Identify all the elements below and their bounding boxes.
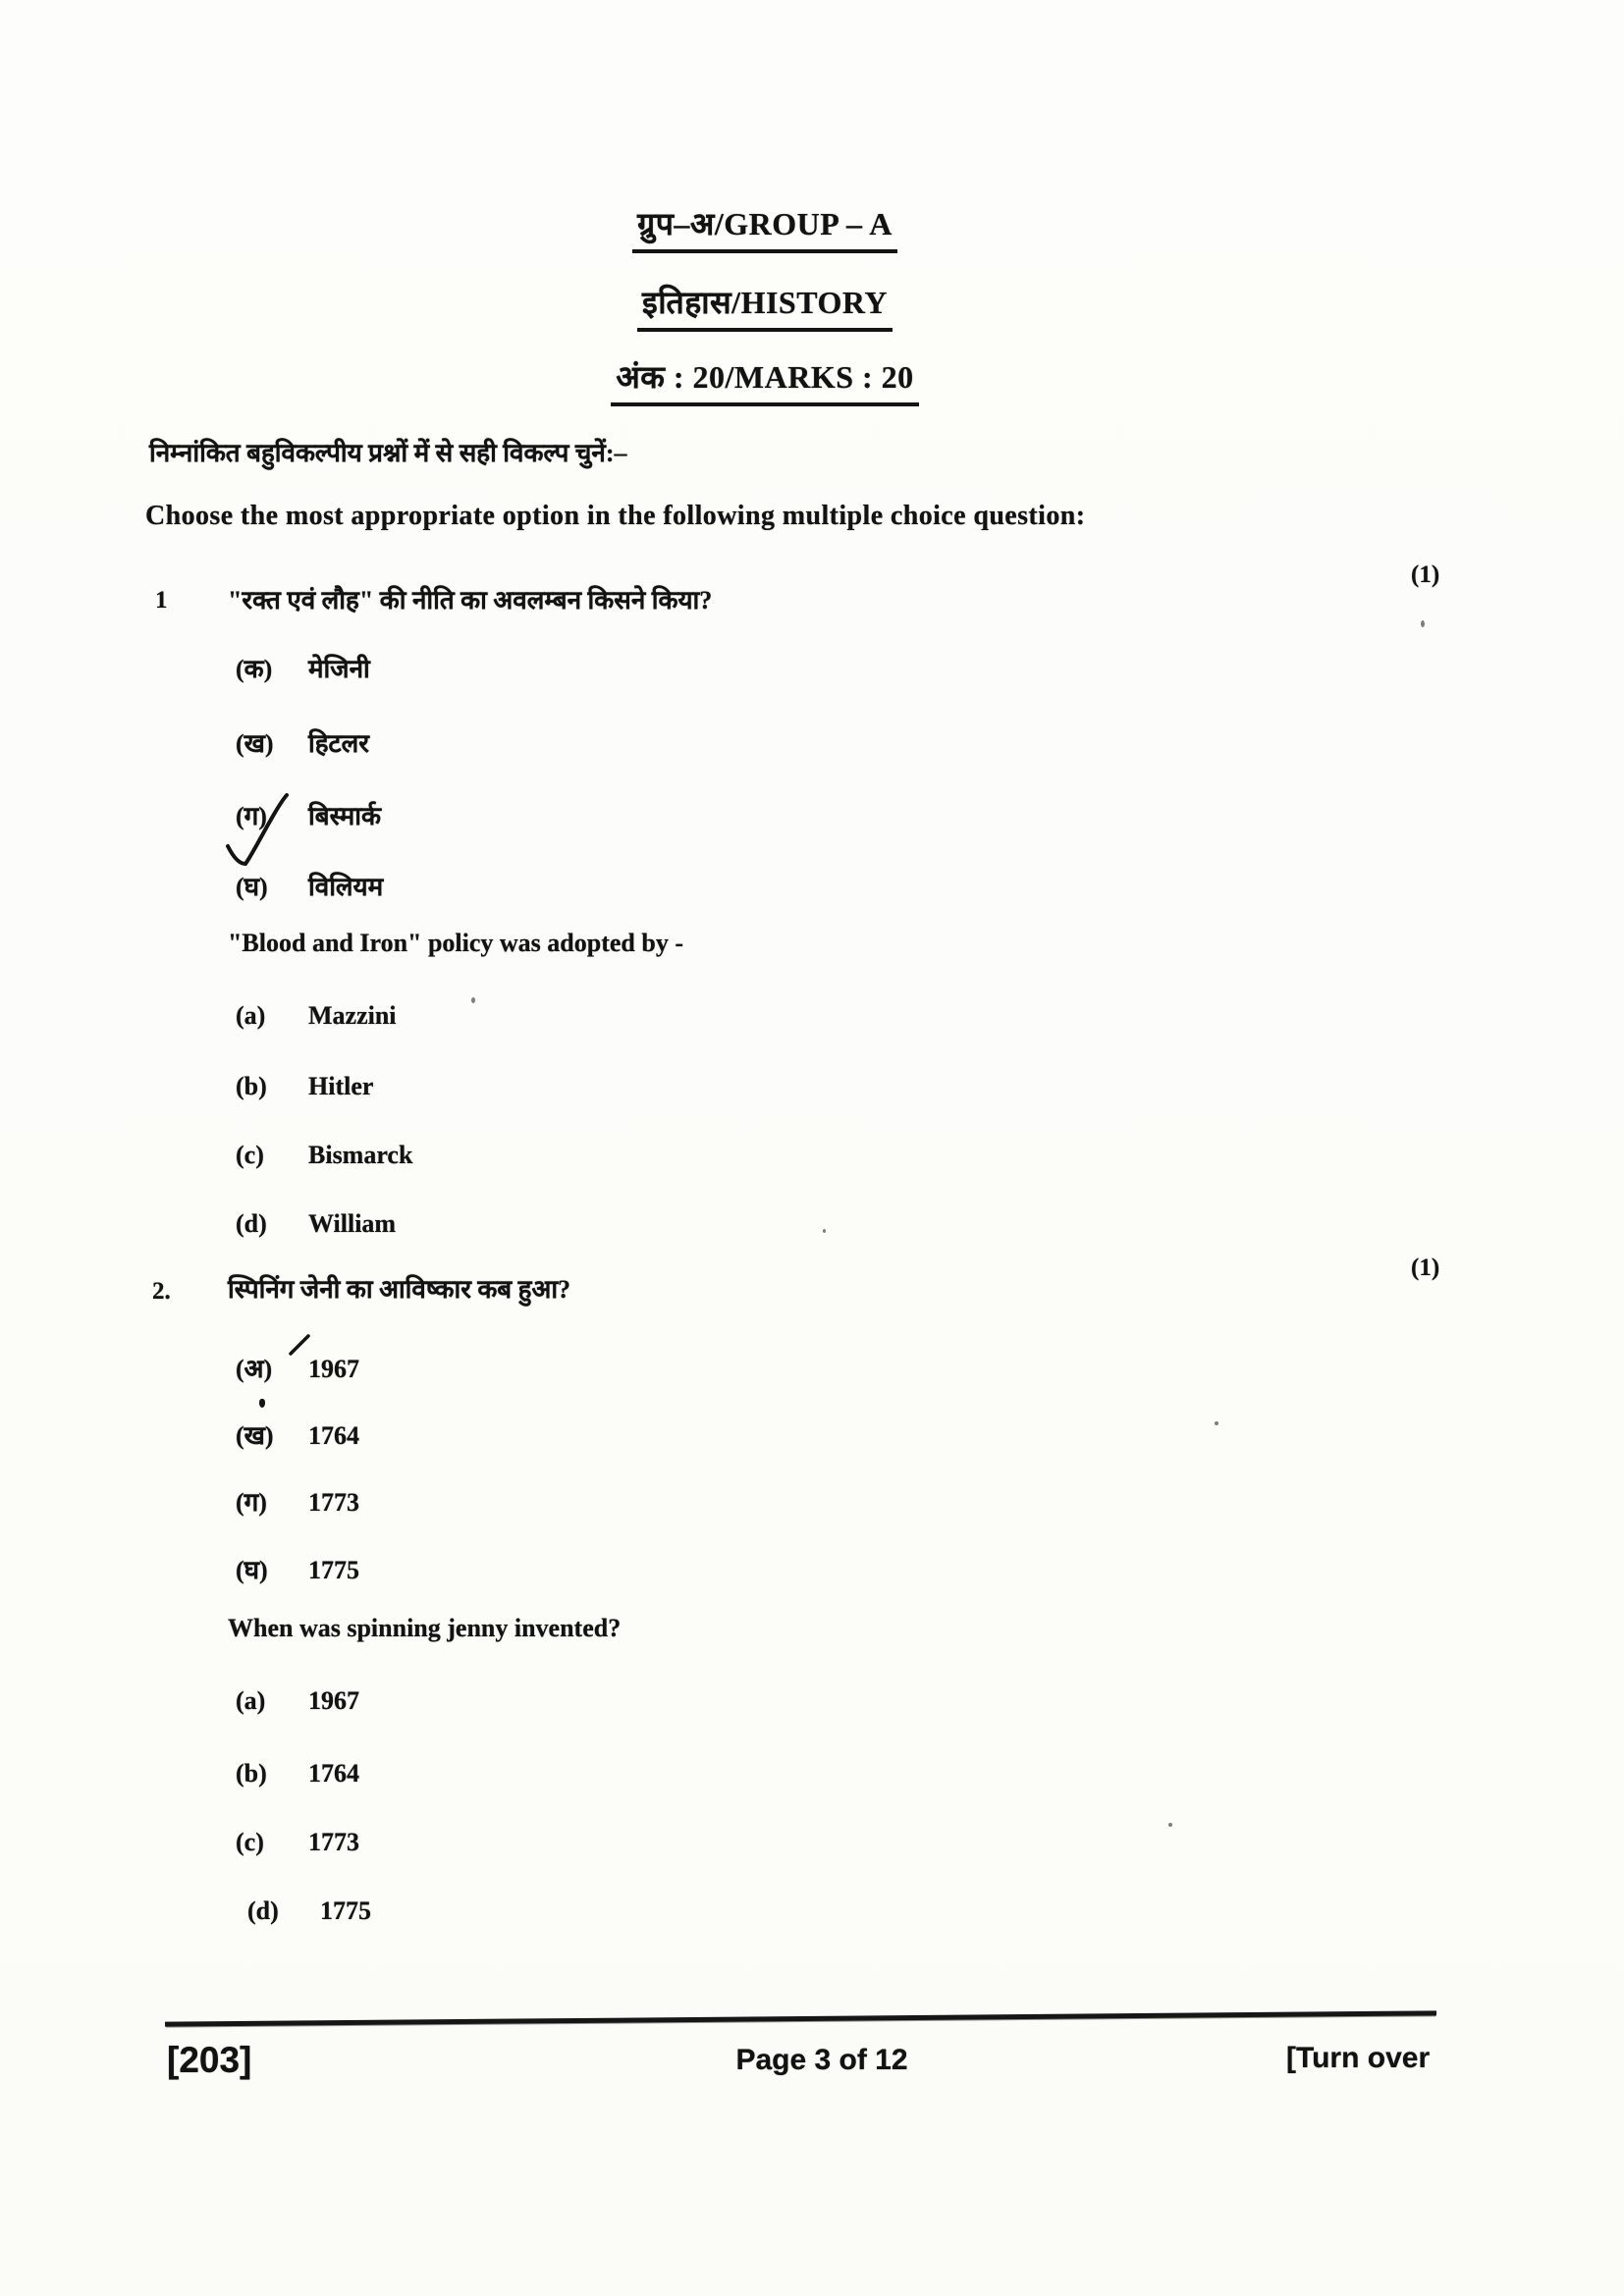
option-label: (b) bbox=[236, 1072, 267, 1100]
question-2-number: 2. bbox=[152, 1278, 171, 1305]
marks-title bbox=[0, 355, 1577, 406]
pen-dot-mark bbox=[259, 1399, 265, 1408]
option-text: बिस्मार्क bbox=[308, 802, 381, 830]
option-label: (ग) bbox=[236, 1488, 267, 1517]
option-text: Bismarck bbox=[308, 1141, 413, 1169]
option-label: (ग) bbox=[236, 802, 267, 830]
q2-english-option-a bbox=[236, 1686, 359, 1716]
scan-speck bbox=[471, 997, 475, 1003]
question-1-hindi-text: "रक्त एवं लौह" की नीति का अवलम्बन किसने किया? bbox=[228, 586, 713, 614]
question-1-number: 1 bbox=[155, 587, 168, 614]
option-text: 1764 bbox=[308, 1421, 359, 1450]
option-label: (c) bbox=[236, 1828, 264, 1856]
option-label: (घ) bbox=[236, 1556, 268, 1584]
question-2-hindi-text: स्पिनिंग जेनी का आविष्कार कब हुआ? bbox=[228, 1275, 571, 1304]
question-1-marks: (1) bbox=[1411, 561, 1440, 588]
option-text: 1764 bbox=[308, 1759, 359, 1788]
subject-title bbox=[0, 281, 1577, 332]
subject-title-text: इतिहास/HISTORY bbox=[637, 281, 893, 332]
option-text: 1967 bbox=[308, 1686, 359, 1715]
q1-hindi-option-c bbox=[236, 797, 381, 832]
q1-english-option-a bbox=[236, 1001, 397, 1031]
q2-english-option-b bbox=[236, 1759, 359, 1789]
instruction-english: Choose the most appropriate option in the following multiple choice question: bbox=[145, 501, 1086, 531]
q1-hindi-option-b bbox=[236, 724, 369, 760]
q1-english-option-c bbox=[236, 1141, 412, 1170]
q2-english-option-c bbox=[236, 1828, 359, 1857]
option-text: 1775 bbox=[320, 1896, 371, 1925]
footer-paper-code: [203] bbox=[167, 2040, 252, 2080]
question-2-english-text: When was spinning jenny invented? bbox=[228, 1614, 622, 1642]
footer-turn-over: [Turn over bbox=[1286, 2042, 1431, 2074]
option-label: (c) bbox=[236, 1141, 264, 1169]
group-title bbox=[0, 202, 1577, 253]
option-text: हिटलर bbox=[308, 729, 369, 758]
option-label: (d) bbox=[236, 1209, 267, 1238]
footer-page-number: Page 3 of 12 bbox=[735, 2044, 908, 2076]
option-label: (b) bbox=[236, 1759, 267, 1788]
q1-english-option-b bbox=[236, 1072, 373, 1101]
scan-speck bbox=[1215, 1421, 1218, 1425]
marks-title-text: अंक : 20/MARKS : 20 bbox=[611, 355, 918, 406]
option-text: 1967 bbox=[308, 1355, 359, 1383]
option-text: Hitler bbox=[308, 1072, 374, 1100]
group-title-text: ग्रुप–अ/GROUP – A bbox=[632, 202, 897, 253]
q1-english-option-d bbox=[236, 1209, 396, 1239]
option-text: 1773 bbox=[308, 1488, 359, 1517]
scan-speck bbox=[1168, 1823, 1172, 1827]
option-label: (d) bbox=[247, 1896, 279, 1925]
q2-hindi-option-d bbox=[236, 1551, 359, 1586]
q2-hindi-option-c bbox=[236, 1483, 359, 1519]
option-label: (a) bbox=[236, 1001, 266, 1030]
q1-hindi-option-a bbox=[236, 650, 370, 685]
option-text: विलियम bbox=[308, 873, 384, 901]
option-label: (ख) bbox=[236, 1421, 274, 1450]
question-2-marks: (1) bbox=[1411, 1255, 1440, 1281]
option-text: 1773 bbox=[308, 1828, 359, 1856]
q1-hindi-option-d bbox=[236, 868, 383, 903]
option-label: (घ) bbox=[236, 873, 268, 901]
option-label: (अ) bbox=[236, 1355, 273, 1383]
footer-rule bbox=[165, 2010, 1436, 2026]
option-text: William bbox=[308, 1209, 397, 1238]
question-1-english-text: "Blood and Iron" policy was adopted by - bbox=[228, 929, 684, 957]
scan-speck bbox=[823, 1229, 826, 1233]
option-text: 1775 bbox=[308, 1556, 359, 1584]
option-label: (ख) bbox=[236, 729, 274, 758]
option-text: Mazzini bbox=[308, 1001, 397, 1030]
option-text: मेजिनी bbox=[308, 655, 370, 683]
option-label: (a) bbox=[236, 1686, 266, 1715]
q2-hindi-option-a bbox=[236, 1350, 359, 1385]
option-label: (क) bbox=[236, 655, 273, 683]
q2-english-option-d bbox=[247, 1896, 371, 1926]
instruction-hindi: निम्नांकित बहुविकल्पीय प्रश्नों में से सही विकल्प चुनें:– bbox=[149, 439, 627, 467]
scan-speck bbox=[1421, 620, 1425, 627]
q2-hindi-option-b bbox=[236, 1416, 359, 1452]
